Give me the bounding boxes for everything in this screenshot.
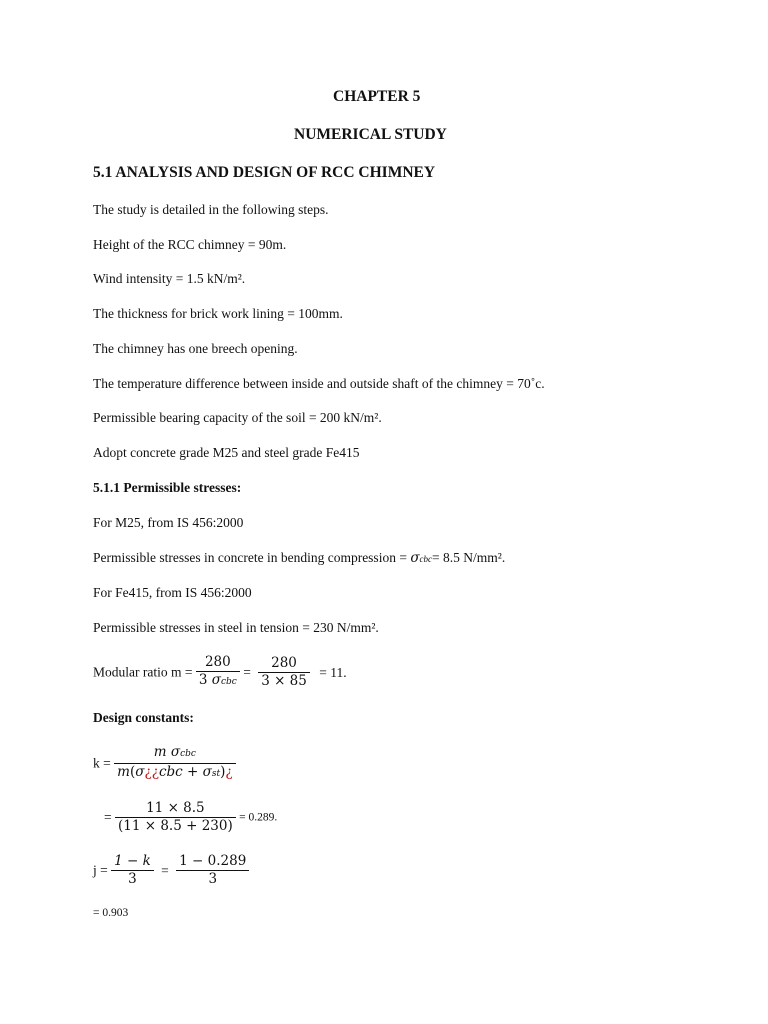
grade-line: Adopt concrete grade M25 and steel grade Fe415 — [93, 445, 360, 460]
thickness-line: The thickness for brick work lining = 100mm. — [93, 306, 343, 321]
concrete-stress-line — [93, 550, 505, 566]
fe415-line: For Fe415, from IS 456:2000 — [93, 585, 252, 600]
j-num-1: 1 − k — [114, 853, 151, 869]
concrete-stress-prefix: Permissible stresses in concrete in bending compression = — [93, 550, 411, 565]
concrete-stress-value: = 8.5 N/mm². — [432, 550, 506, 565]
modular-result: = 11. — [319, 664, 347, 680]
bearing-line: Permissible bearing capacity of the soil = 200 kN/m². — [93, 410, 382, 425]
sigma-symbol: σ — [410, 550, 420, 566]
j-eq: = — [161, 862, 169, 878]
j-equation — [93, 853, 249, 888]
chapter-title: NUMERICAL STUDY — [294, 126, 447, 143]
modular-num-1: 280 — [204, 654, 231, 670]
k-fraction-2 — [115, 800, 236, 835]
k-eq2: = — [104, 809, 112, 825]
wind-line: Wind intensity = 1.5 kN/m². — [93, 271, 246, 286]
k-value-equation — [104, 800, 277, 835]
cbc-subscript: cbc — [419, 554, 433, 564]
design-constants-heading: Design constants: — [93, 710, 194, 725]
intro-line: The study is detailed in the following steps. — [93, 202, 329, 217]
section-heading: 5.1 ANALYSIS AND DESIGN OF RCC CHIMNEY — [93, 164, 436, 181]
k-num-2: 11 × 8.5 — [146, 800, 205, 816]
steel-stress-line: Permissible stresses in steel in tension = 230 N/mm². — [93, 620, 379, 635]
modular-fraction-2 — [258, 655, 310, 690]
k-den-2: (11 × 8.5 + 230) — [115, 817, 236, 835]
k-result: = 0.289. — [239, 811, 278, 824]
modular-den-2: 3 × 85 — [258, 672, 310, 690]
k-lhs: k = — [93, 755, 115, 771]
chapter-heading: CHAPTER 5 — [333, 88, 421, 105]
k-numerator: m σcbc — [153, 744, 196, 760]
k-fraction — [114, 744, 235, 783]
subsection-heading: 5.1.1 Permissible stresses: — [93, 480, 242, 495]
j-den-2: 3 — [176, 870, 249, 888]
height-line: Height of the RCC chimney = 90m. — [93, 237, 287, 252]
j-num-2: 1 − 0.289 — [179, 853, 247, 869]
modular-fraction-1 — [196, 654, 240, 691]
modular-eq: = — [243, 664, 251, 680]
modular-ratio-prefix: Modular ratio m = — [93, 664, 196, 680]
j-result: = 0.903 — [93, 907, 129, 919]
m25-line: For M25, from IS 456:2000 — [93, 515, 244, 530]
modular-den-1: 3 σcbc — [196, 671, 240, 691]
modular-ratio-equation — [93, 654, 347, 691]
k-equation — [93, 744, 236, 783]
j-den-1: 3 — [111, 870, 154, 888]
modular-num-2: 280 — [271, 655, 297, 671]
j-lhs: j = — [93, 862, 112, 878]
k-denominator: m(σ¿¿cbc + σst)¿ — [114, 763, 235, 783]
j-fraction-1 — [111, 853, 154, 888]
j-fraction-2 — [176, 853, 249, 888]
breech-line: The chimney has one breech opening. — [93, 341, 298, 356]
temperature-line: The temperature difference between inside and outside shaft of the chimney = 70˚c. — [93, 376, 545, 391]
